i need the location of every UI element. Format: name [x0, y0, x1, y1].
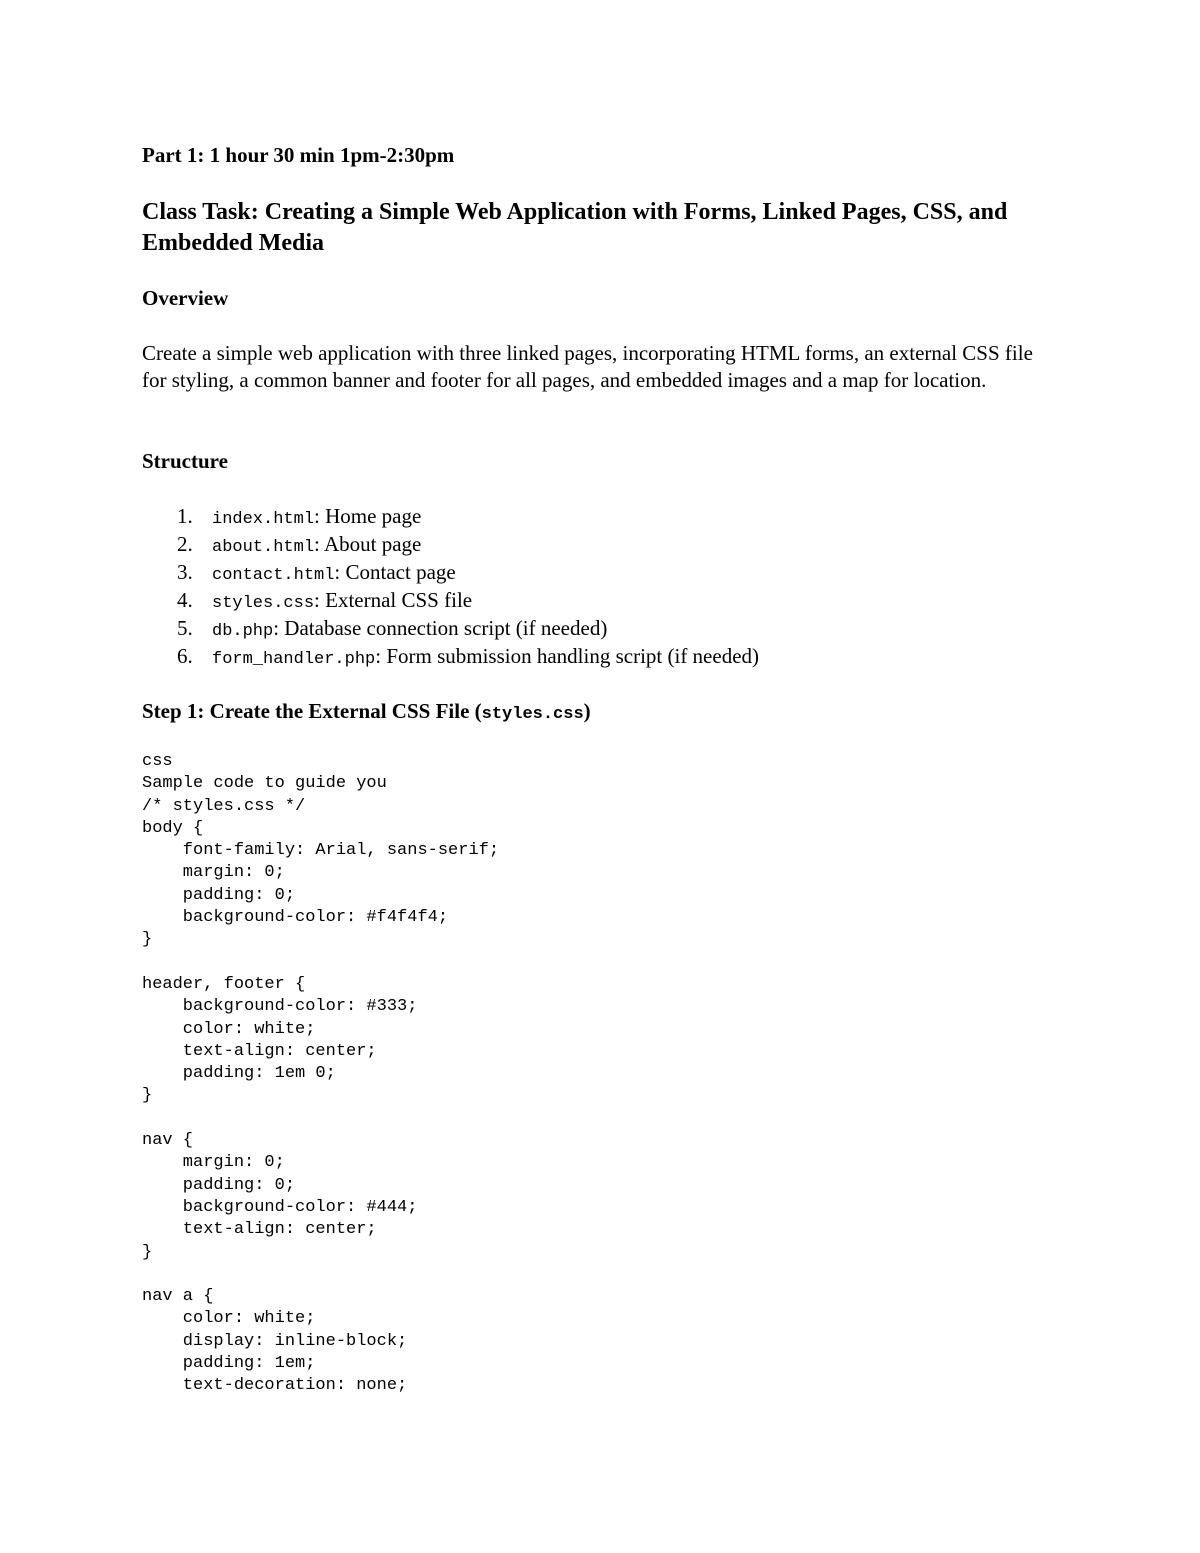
- step1-heading-file: styles.css: [481, 705, 584, 724]
- structure-item-contact: [142, 558, 759, 586]
- list-number: 2.: [177, 532, 193, 556]
- file-name: index.html: [212, 510, 315, 529]
- step1-heading-suffix: ): [583, 699, 591, 723]
- list-number: 4.: [177, 588, 193, 612]
- list-number: 1.: [177, 504, 193, 528]
- css-code-block: css Sample code to guide you /* styles.css */ body { font-family: Arial, sans-serif; margin: 0; padding: 0; background-color: #f4f4f4; } header, footer { background-color: #333; color: white; text-align: center; padding: 1em 0; } nav { margin: 0; padding: 0; background-color: #444; text-align: center; } nav a { color: white; display: inline-block; padding: 1em; text-decoration: none;: [142, 752, 500, 1396]
- file-description: : Database connection script (if needed): [273, 616, 608, 640]
- file-description: : Contact page: [334, 560, 456, 584]
- structure-item-about: [142, 530, 759, 558]
- document-title: Class Task: Creating a Simple Web Application with Forms, Linked Pages, CSS, and Embedded Media: [142, 199, 1008, 256]
- file-description: : Home page: [314, 504, 422, 528]
- structure-item-db: [142, 614, 759, 642]
- list-number: 3.: [177, 560, 193, 584]
- file-name: db.php: [212, 622, 274, 641]
- structure-item-form-handler: [142, 642, 759, 670]
- file-description: : Form submission handling script (if needed): [375, 644, 760, 668]
- structure-item-styles: [142, 586, 759, 614]
- overview-heading: Overview: [142, 286, 229, 310]
- overview-paragraph: Create a simple web application with three linked pages, incorporating HTML forms, an external CSS file for styling, a common banner and footer for all pages, and embedded images and a map for location.: [142, 341, 1033, 392]
- part-heading: Part 1: 1 hour 30 min 1pm-2:30pm: [142, 143, 455, 167]
- structure-item-index: [142, 502, 759, 530]
- step1-heading: [142, 699, 591, 724]
- file-description: : About page: [314, 532, 422, 556]
- file-name: about.html: [212, 538, 315, 557]
- list-number: 6.: [177, 644, 193, 668]
- file-name: styles.css: [212, 594, 315, 613]
- list-number: 5.: [177, 616, 193, 640]
- structure-heading: Structure: [142, 449, 228, 473]
- file-name: contact.html: [212, 566, 335, 585]
- structure-list: [142, 502, 759, 670]
- file-description: : External CSS file: [314, 588, 473, 612]
- file-name: form_handler.php: [212, 650, 376, 669]
- step1-heading-prefix: Step 1: Create the External CSS File (: [142, 699, 482, 723]
